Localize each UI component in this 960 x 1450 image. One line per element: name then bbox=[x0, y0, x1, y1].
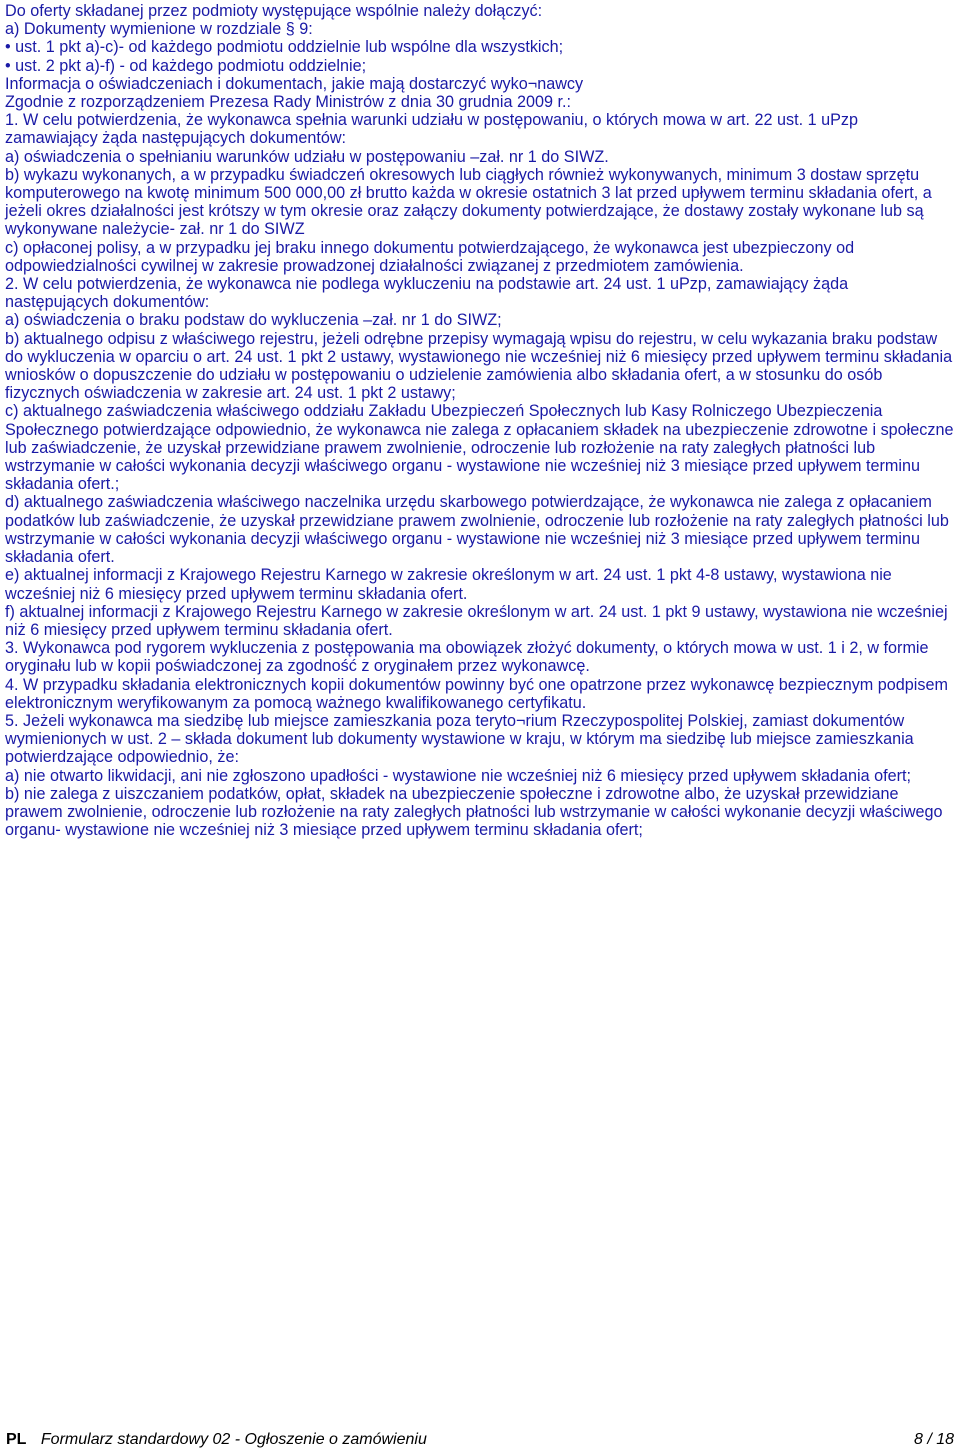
paragraph-1-c: c) opłaconej polisy, a w przypadku jej braku innego dokumentu potwierdzającego, że wykonawca jest ubezpieczony od odpowiedzialności cywilnej w zakresie prowadzonej działalności związanej z przedmiotem zamówienia. bbox=[5, 238, 855, 275]
section-heading: Informacja o oświadczeniach i dokumentach, jakie mają dostarczyć wyko¬nawcy bbox=[5, 74, 584, 93]
bullet-item-2: • ust. 2 pkt a)-f) - od każdego podmiotu oddzielnie; bbox=[5, 56, 367, 75]
paragraph-2-c: c) aktualnego zaświadczenia właściwego oddziału Zakładu Ubezpieczeń Społecznych lub Kasy Rolniczego Ubezpieczenia Społecznego potwierdzające odpowiednio, że wykonawca nie zalega z opłacaniem składek na ubezpieczenie zdrowotne i społeczne lub zaświadczenie, że uzyskał przewidziane prawem zwolnienie, odroczenie lub rozłożenie na raty zaległych płatności lub wstrzymanie w całości wykonania decyzji właściwego organu - wystawione nie wcześniej niż 3 miesiące przed upływem terminu składania ofert.; bbox=[5, 402, 954, 494]
paragraph-2-d: d) aktualnego zaświadczenia właściwego naczelnika urzędu skarbowego potwierdzające, że wykonawca nie zalega z opłacaniem podatków lub zaświadczenie, że uzyskał przewidziane prawem zwolnienie, odroczenie lub rozłożenie na raty zaległych płatności lub wstrzymanie w całości wykonania decyzji właściwego organu - wystawione nie wcześniej niż 3 miesiące przed upływem terminu składania ofert. bbox=[5, 493, 949, 567]
paragraph-1-a: a) oświadczenia o spełnianiu warunków udziału w postępowaniu –zał. nr 1 do SIWZ. bbox=[5, 147, 609, 166]
paragraph-2-e: e) aktualnej informacji z Krajowego Rejestru Karnego w zakresie określonym w art. 24 ust. 1 pkt 4-8 ustawy, wystawiona nie wcześniej niż 6 miesięcy przed upływem terminu składania ofert. bbox=[5, 566, 892, 603]
paragraph-1: 1. W celu potwierdzenia, że wykonawca spełnia warunki udziału w postępowaniu, o których mowa w art. 22 ust. 1 uPzp zamawiający żąda następujących dokumentów: bbox=[5, 111, 858, 148]
document-body bbox=[5, 2, 955, 839]
documents-heading: a) Dokumenty wymienione w rozdziale § 9: bbox=[5, 20, 313, 39]
paragraph-5-a: a) nie otwarto likwidacji, ani nie zgłoszono upadłości - wystawione nie wcześniej niż 6 miesięcy przed upływem składania ofert; bbox=[5, 766, 912, 785]
paragraph-4: 4. W przypadku składania elektronicznych kopii dokumentów powinny być one opatrzone przez wykonawcę bezpiecznym podpisem elektronicznym weryfikowanym za pomocą ważnego kwalifikowanego certyfikatu. bbox=[5, 675, 948, 712]
footer-form-title: Formularz standardowy 02 - Ogłoszenie o zamówieniu bbox=[40, 1431, 427, 1448]
paragraph-2-f: f) aktualnej informacji z Krajowego Rejestru Karnego w zakresie określonym w art. 24 ust. 1 pkt 9 ustawy, wystawiona nie wcześniej niż 6 miesięcy przed upływem terminu składania ofert. bbox=[5, 602, 948, 639]
paragraph-1-b: b) wykazu wykonanych, a w przypadku świadczeń okresowych lub ciągłych również wykonywanych, minimum 3 dostaw sprzętu komputerowego na kwotę minimum 500 000,00 zł brutto każda w okresie ostatnich 3 lat przed upływem terminu składania ofert, a jeżeli okres działalności jest krótszy w tym okresie oraz załączy dokumenty potwierdzające, że dostawy zostały wykonane lub są wykonywane należycie- zał. nr 1 do SIWZ bbox=[5, 165, 932, 239]
bullet-item-1: • ust. 1 pkt a)-c)- od każdego podmiotu oddzielnie lub wspólne dla wszystkich; bbox=[5, 38, 564, 57]
paragraph-3: 3. Wykonawca pod rygorem wykluczenia z postępowania ma obowiązek złożyć dokumenty, o których mowa w ust. 1 i 2, w formie oryginału lub w kopii poświadczonej za zgodność z oryginałem przez wykonawcę. bbox=[5, 639, 929, 676]
paragraph-5-b: b) nie zalega z uiszczaniem podatków, opłat, składek na ubezpieczenie społeczne i zdrowotne albo, że uzyskał przewidziane prawem zwolnienie, odroczenie lub rozłożenie na raty zaległych płatności lub wstrzymanie w całości wykonanie decyzji właściwego organu- wystawione nie wcześniej niż 3 miesiące przed upływem terminu składania ofert; bbox=[5, 784, 943, 840]
page-footer bbox=[6, 1430, 954, 1450]
paragraph-2: 2. W celu potwierdzenia, że wykonawca nie podlega wykluczeniu na podstawie art. 24 ust. 1 uPzp, zamawiający żąda następujących dokumentów: bbox=[5, 275, 849, 312]
paragraph-2-a: a) oświadczenia o braku podstaw do wykluczenia –zał. nr 1 do SIWZ; bbox=[5, 311, 502, 330]
footer-page-number: 8 / 18 bbox=[913, 1431, 954, 1448]
paragraph-5: 5. Jeżeli wykonawca ma siedzibę lub miejsce zamieszkania poza teryto¬rium Rzeczypospolitej Polskiej, zamiast dokumentów wymienionych w ust. 2 – składa dokument lub dokumenty wystawione w kraju, w którym ma siedzibę lub miejsce zamieszkania potwierdzające odpowiednio, że: bbox=[5, 711, 914, 767]
intro-line: Do oferty składanej przez podmioty występujące wspólnie należy dołączyć: bbox=[5, 2, 543, 20]
regulation-reference: Zgodnie z rozporządzeniem Prezesa Rady Ministrów z dnia 30 grudnia 2009 r.: bbox=[5, 93, 571, 112]
footer-language: PL bbox=[6, 1431, 27, 1448]
paragraph-2-b: b) aktualnego odpisu z właściwego rejestru, jeżeli odrębne przepisy wymagają wpisu do rejestru, w celu wykazania braku podstaw do wykluczenia w oparciu o art. 24 ust. 1 pkt 2 ustawy, wystawionego nie wcześniej niż 6 miesięcy przed upływem terminu składania wniosków o dopuszczenie do udziału w postępowaniu o udzielenie zamówienia albo składania ofert, a w stosunku do osób fizycznych oświadczenia w zakresie art. 24 ust. 1 pkt 2 ustawy; bbox=[5, 329, 953, 403]
